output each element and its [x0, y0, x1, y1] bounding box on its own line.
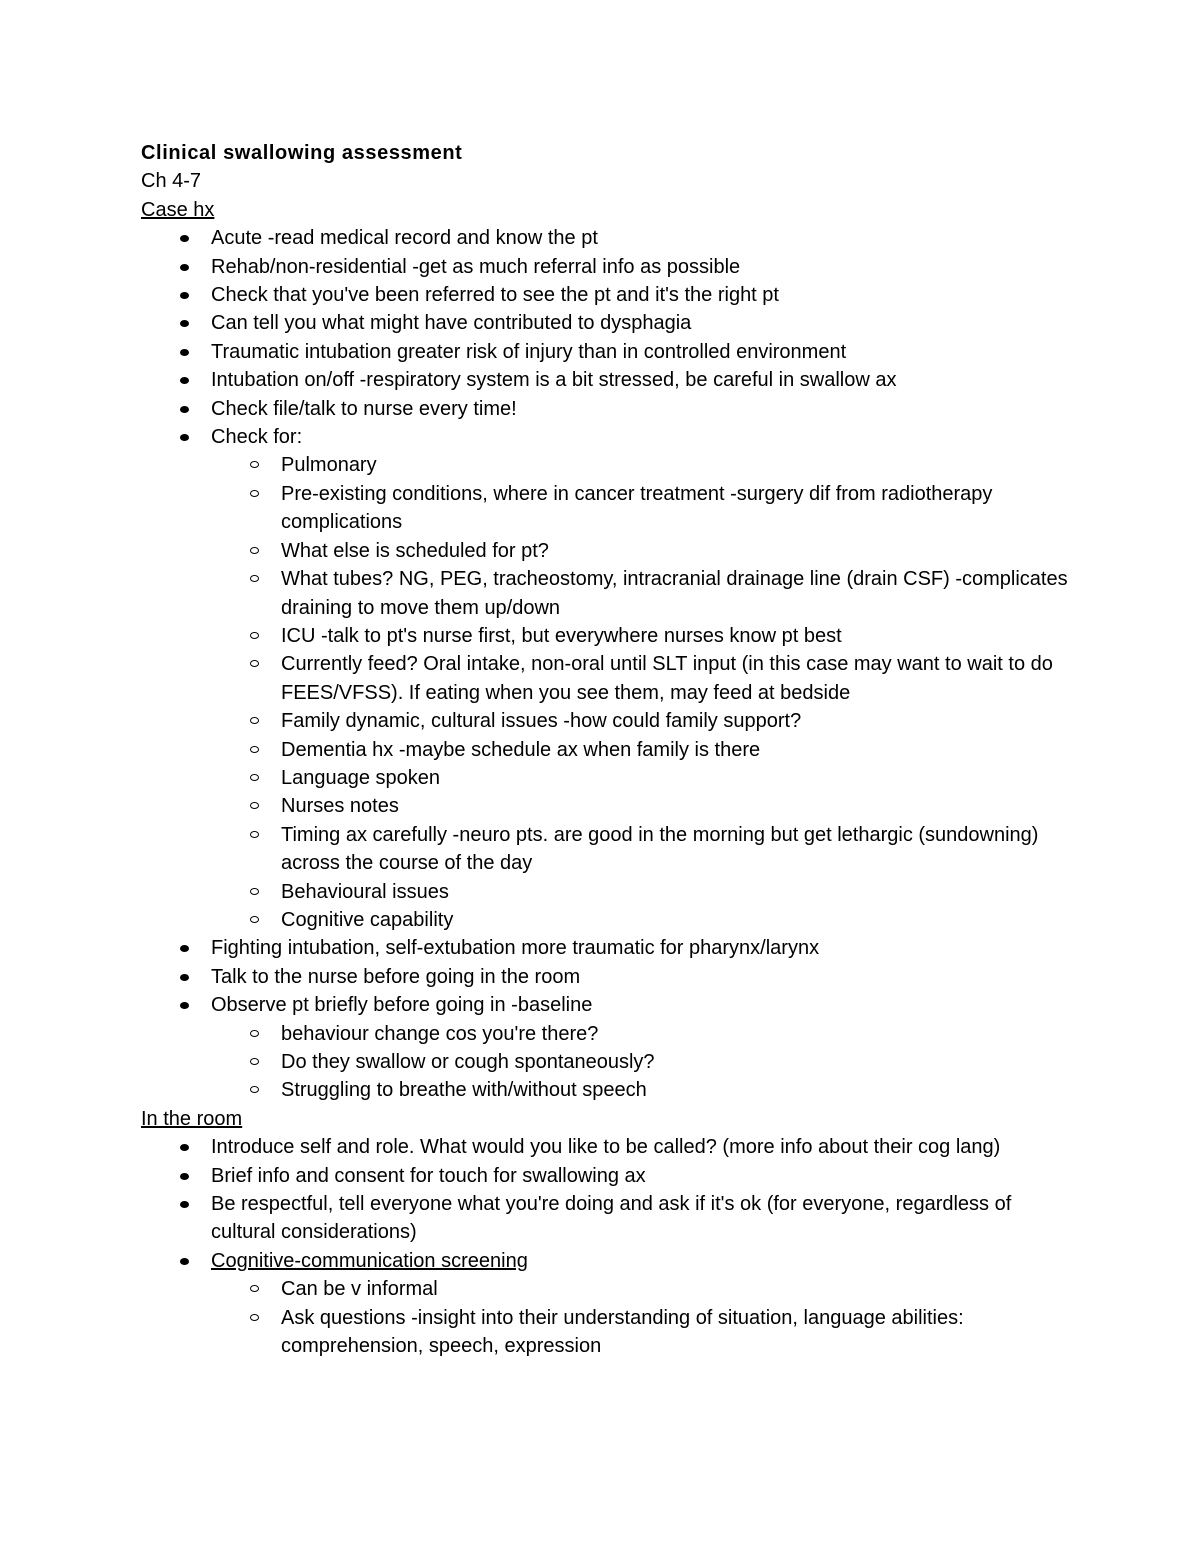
list-item-text: Cognitive-communication screening — [211, 1249, 528, 1272]
sub-list-item-text: Ask questions -insight into their understanding of situation, language abilities: comprehension, speech, expression — [281, 1306, 964, 1358]
hollow-bullet-icon — [250, 1030, 259, 1037]
sub-list-item — [211, 451, 1081, 479]
hollow-bullet-icon — [250, 746, 259, 753]
list-item-text: Acute -read medical record and know the pt — [211, 227, 598, 250]
sub-list-item — [211, 565, 1081, 622]
list-item-text: Check that you've been referred to see the pt and it's the right pt — [211, 284, 779, 307]
sub-list-item — [211, 1020, 1081, 1048]
filled-bullet-icon — [180, 434, 189, 441]
sub-list-item-text: What else is scheduled for pt? — [281, 539, 549, 562]
filled-bullet-icon — [180, 1002, 189, 1009]
sub-list-item — [211, 792, 1081, 820]
filled-bullet-icon — [180, 1144, 189, 1151]
list-item — [141, 281, 1081, 309]
list-item — [141, 224, 1081, 252]
sub-bullet-list — [211, 1020, 1081, 1105]
sub-list-item-text: Struggling to breathe with/without speech — [281, 1079, 647, 1102]
list-item-text: Rehab/non-residential -get as much referral info as possible — [211, 255, 741, 278]
sub-list-item-text: Pre-existing conditions, where in cancer treatment -surgery dif from radiotherapy complications — [281, 482, 993, 534]
filled-bullet-icon — [180, 1258, 189, 1265]
hollow-bullet-icon — [250, 774, 259, 781]
hollow-bullet-icon — [250, 1314, 259, 1321]
list-item — [141, 1162, 1081, 1190]
sub-list-item — [211, 764, 1081, 792]
list-item-text: Observe pt briefly before going in -baseline — [211, 994, 593, 1017]
hollow-bullet-icon — [250, 888, 259, 895]
list-item-text: Fighting intubation, self-extubation more traumatic for pharynx/larynx — [211, 937, 820, 960]
list-item-text: Introduce self and role. What would you like to be called? (more info about their cog lang) — [211, 1136, 1001, 1159]
list-item — [141, 991, 1081, 1105]
sub-list-item — [211, 1076, 1081, 1104]
sub-list-item — [211, 622, 1081, 650]
list-item-text: Intubation on/off -respiratory system is a bit stressed, be careful in swallow ax — [211, 369, 897, 392]
sub-list-item — [211, 1048, 1081, 1076]
sub-list-item — [211, 707, 1081, 735]
filled-bullet-icon — [180, 1173, 189, 1180]
chapter-range: Ch 4-7 — [141, 170, 202, 193]
sub-list-item-text: Family dynamic, cultural issues -how could family support? — [281, 710, 802, 733]
hollow-bullet-icon — [250, 1086, 259, 1093]
sub-list-item-text: Nurses notes — [281, 795, 399, 818]
filled-bullet-icon — [180, 1201, 189, 1208]
sub-list-item-text: Can be v informal — [281, 1278, 438, 1301]
filled-bullet-icon — [180, 406, 189, 413]
filled-bullet-icon — [180, 945, 189, 952]
list-item — [141, 395, 1081, 423]
list-item-text: Be respectful, tell everyone what you're doing and ask if it's ok (for everyone, regardless of cultural considerations) — [211, 1193, 1012, 1244]
sub-list-item — [211, 537, 1081, 565]
sub-list-item-text: Pulmonary — [281, 454, 377, 477]
filled-bullet-icon — [180, 320, 189, 327]
filled-bullet-icon — [180, 377, 189, 384]
hollow-bullet-icon — [250, 632, 259, 639]
hollow-bullet-icon — [250, 1285, 259, 1292]
list-item — [141, 253, 1081, 281]
hollow-bullet-icon — [250, 547, 259, 554]
list-item — [141, 1247, 1081, 1361]
filled-bullet-icon — [180, 349, 189, 356]
sub-list-item — [211, 480, 1081, 537]
hollow-bullet-icon — [250, 660, 259, 667]
hollow-bullet-icon — [250, 916, 259, 923]
list-item — [141, 1190, 1081, 1247]
sub-list-item — [211, 1304, 1081, 1361]
list-item — [141, 309, 1081, 337]
list-item — [141, 934, 1081, 962]
hollow-bullet-icon — [250, 575, 259, 582]
hollow-bullet-icon — [250, 490, 259, 497]
sub-list-item-text: Currently feed? Oral intake, non-oral until SLT input (in this case may want to wait to do FEES/VFSS). If eating when you see them, may feed at bedside — [281, 653, 1053, 704]
filled-bullet-icon — [180, 264, 189, 271]
sub-list-item — [211, 650, 1081, 707]
sub-bullet-list — [211, 451, 1081, 934]
document-page — [141, 139, 1081, 1360]
list-item — [141, 1133, 1081, 1161]
list-item — [141, 963, 1081, 991]
sub-list-item-text: Dementia hx -maybe schedule ax when family is there — [281, 738, 761, 761]
list-item-text: Brief info and consent for touch for swallowing ax — [211, 1164, 646, 1187]
filled-bullet-icon — [180, 292, 189, 299]
bullet-list — [141, 1133, 1081, 1360]
sub-list-item — [211, 821, 1081, 878]
filled-bullet-icon — [180, 974, 189, 981]
sub-list-item-text: Language spoken — [281, 766, 441, 789]
sub-list-item-text: behaviour change cos you're there? — [281, 1022, 599, 1045]
bullet-list — [141, 224, 1081, 1105]
list-item-text: Check for: — [211, 426, 303, 449]
list-item — [141, 366, 1081, 394]
list-item-text: Talk to the nurse before going in the room — [211, 965, 581, 988]
hollow-bullet-icon — [250, 802, 259, 809]
hollow-bullet-icon — [250, 1058, 259, 1065]
document-title: Clinical swallowing assessment — [141, 142, 463, 164]
sub-list-item-text: Behavioural issues — [281, 880, 449, 903]
sub-list-item-text: Timing ax carefully -neuro pts. are good in the morning but get lethargic (sundowning) across the course of the day — [281, 823, 1039, 875]
list-item-text: Can tell you what might have contributed to dysphagia — [211, 312, 692, 335]
list-item — [141, 338, 1081, 366]
sub-list-item — [211, 878, 1081, 906]
sub-list-item — [211, 736, 1081, 764]
sub-list-item-text: Do they swallow or cough spontaneously? — [281, 1051, 655, 1073]
document-body — [141, 196, 1081, 1361]
sub-list-item-text: Cognitive capability — [281, 908, 454, 931]
sub-list-item-text: What tubes? NG, PEG, tracheostomy, intracranial drainage line (drain CSF) -complicates draining to move them up/down — [281, 568, 1068, 619]
sub-bullet-list — [211, 1275, 1081, 1360]
sub-list-item — [211, 906, 1081, 934]
list-item-text: Check file/talk to nurse every time! — [211, 397, 517, 420]
section-heading: Case hx — [141, 198, 215, 221]
list-item — [141, 423, 1081, 934]
sub-list-item — [211, 1275, 1081, 1303]
section-heading: In the room — [141, 1107, 243, 1130]
filled-bullet-icon — [180, 235, 189, 242]
hollow-bullet-icon — [250, 831, 259, 838]
hollow-bullet-icon — [250, 461, 259, 468]
list-item-text: Traumatic intubation greater risk of injury than in controlled environment — [211, 340, 847, 363]
hollow-bullet-icon — [250, 717, 259, 724]
sub-list-item-text: ICU -talk to pt's nurse first, but everywhere nurses know pt best — [281, 624, 842, 647]
